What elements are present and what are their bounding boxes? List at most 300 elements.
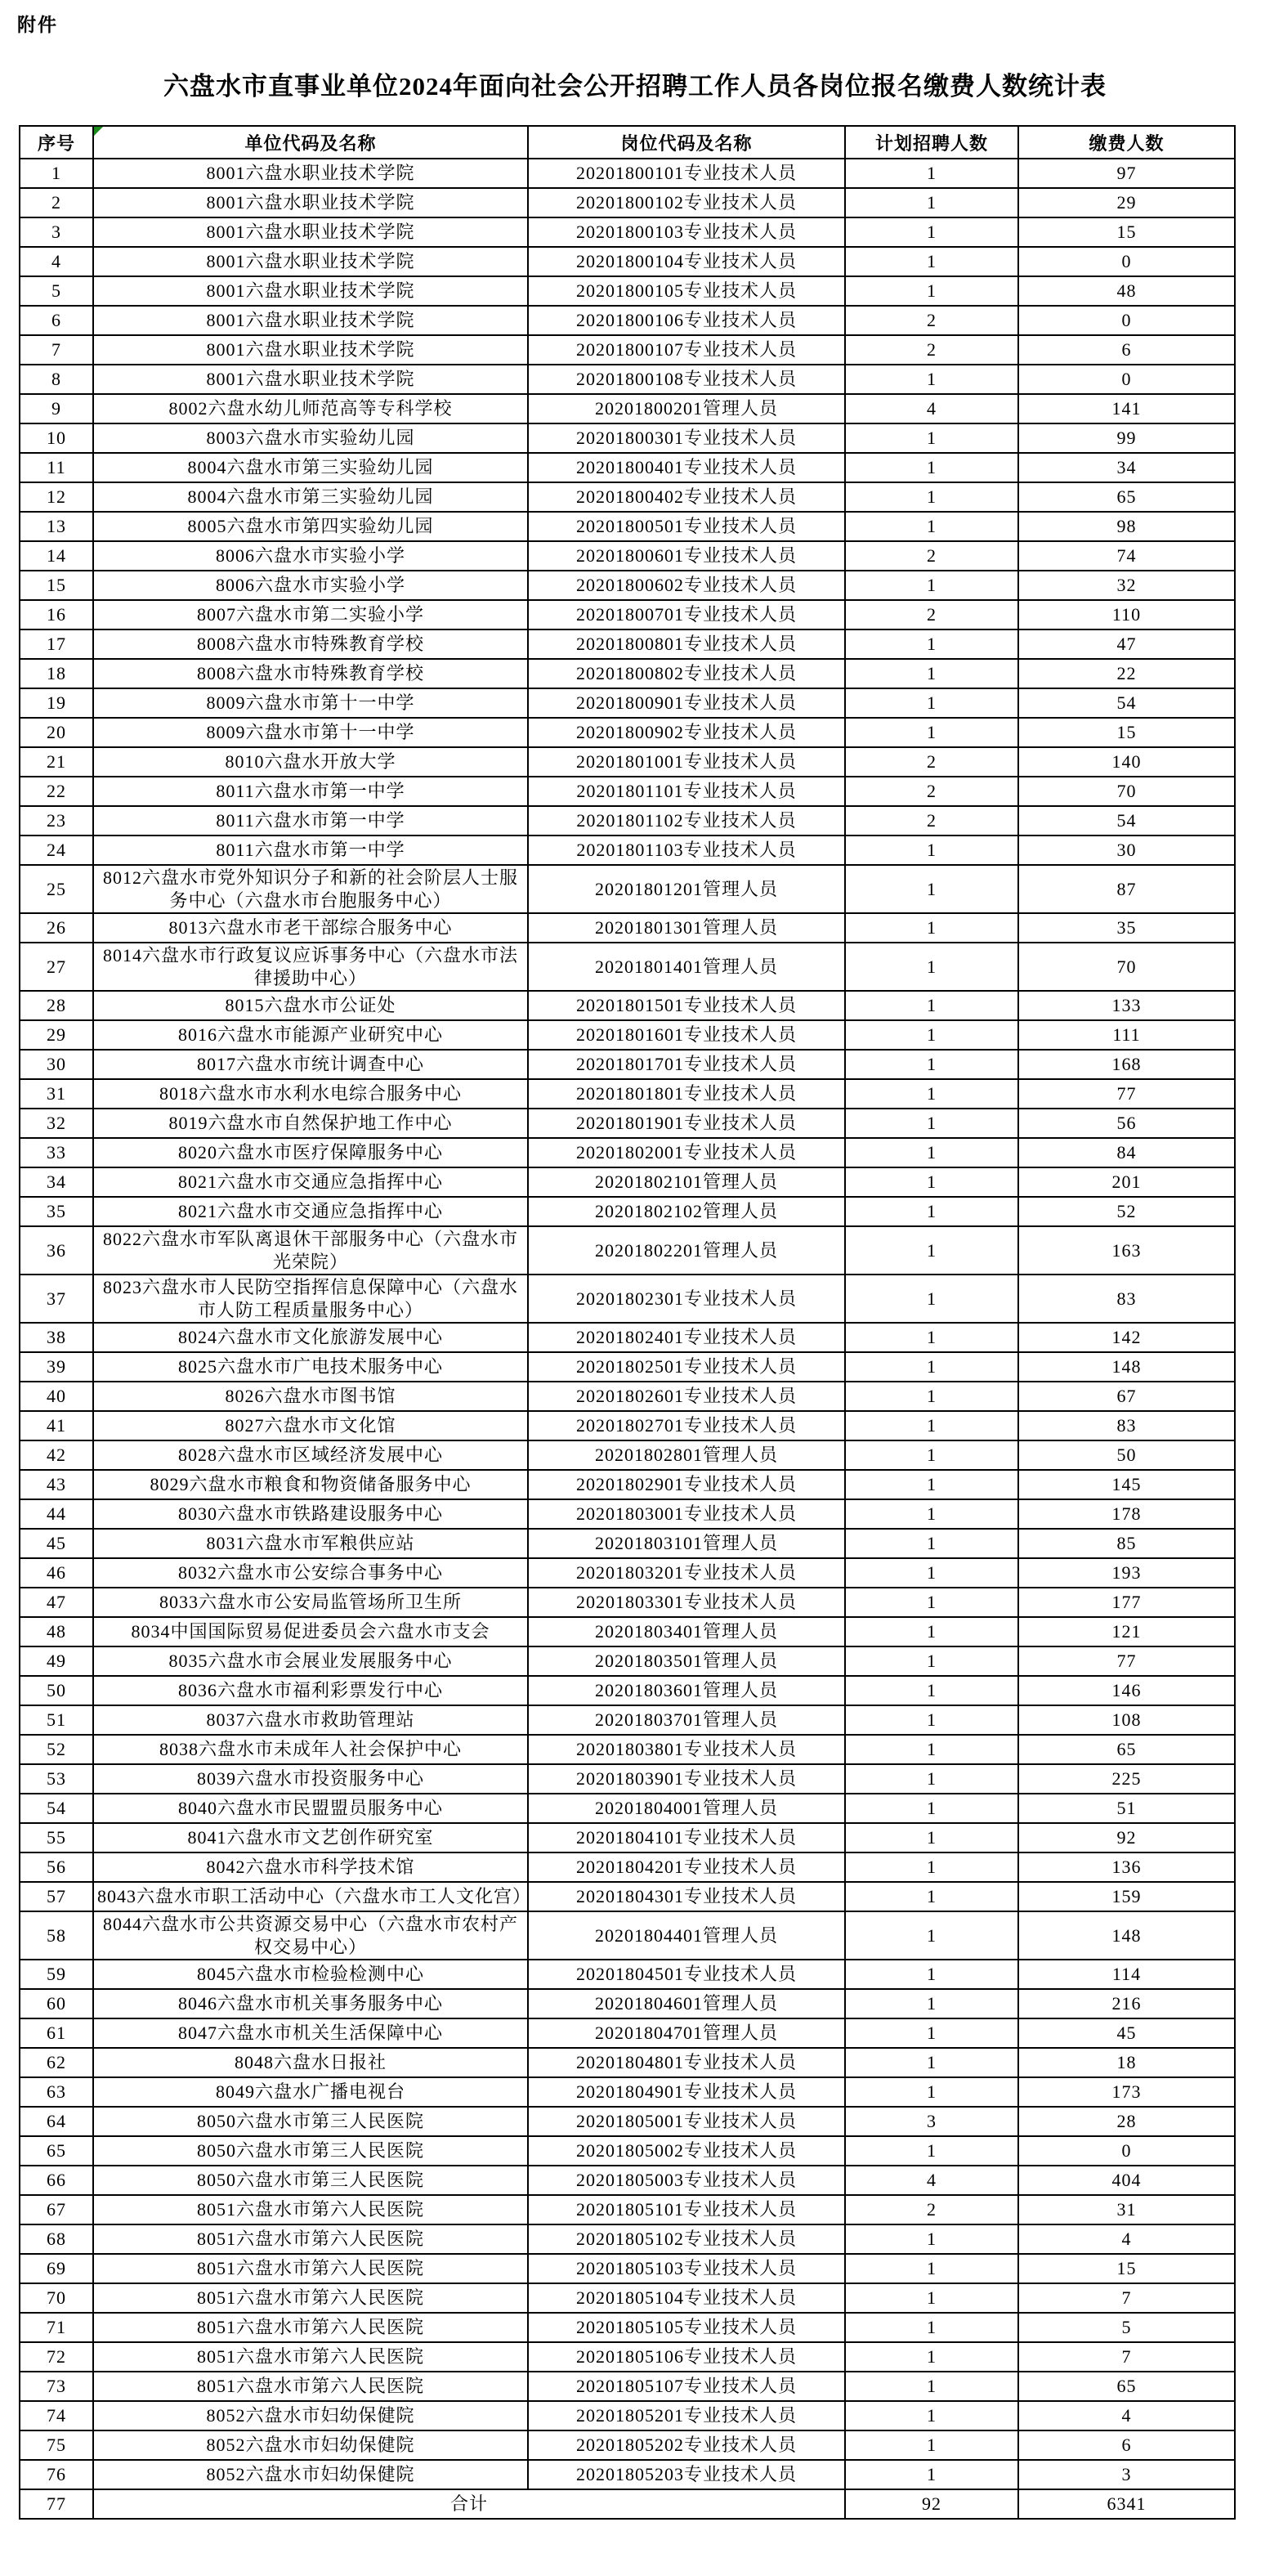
planned-count-cell: 1 bbox=[845, 2224, 1018, 2254]
excel-green-corner-marker-icon bbox=[94, 127, 103, 136]
planned-count-cell: 1 bbox=[845, 365, 1018, 394]
planned-count-cell: 1 bbox=[845, 1852, 1018, 1882]
table-row bbox=[20, 1440, 1235, 1470]
planned-count-cell: 1 bbox=[845, 1138, 1018, 1167]
planned-count-cell: 1 bbox=[845, 1050, 1018, 1079]
table-row bbox=[20, 1588, 1235, 1617]
row-no-cell: 6 bbox=[20, 306, 93, 335]
row-no-cell: 76 bbox=[20, 2460, 93, 2489]
table-row bbox=[20, 806, 1235, 836]
table-row bbox=[20, 1499, 1235, 1529]
table-row bbox=[20, 1989, 1235, 2018]
position-name-cell: 20201800501专业技术人员 bbox=[528, 512, 845, 541]
paid-count-cell: 6 bbox=[1018, 335, 1235, 365]
position-name-cell: 20201800103专业技术人员 bbox=[528, 217, 845, 247]
position-name-cell: 20201800701专业技术人员 bbox=[528, 600, 845, 629]
planned-count-cell: 2 bbox=[845, 335, 1018, 365]
table-row bbox=[20, 541, 1235, 571]
position-name-cell: 20201805103专业技术人员 bbox=[528, 2254, 845, 2283]
planned-count-cell: 1 bbox=[845, 1558, 1018, 1588]
position-name-cell: 20201805107专业技术人员 bbox=[528, 2372, 845, 2401]
table-row bbox=[20, 2224, 1235, 2254]
row-no-cell: 56 bbox=[20, 1852, 93, 1882]
unit-name-cell: 8013六盘水市老干部综合服务中心 bbox=[93, 913, 528, 943]
position-name-cell: 20201800107专业技术人员 bbox=[528, 335, 845, 365]
paid-count-cell: 141 bbox=[1018, 394, 1235, 423]
paid-count-cell: 225 bbox=[1018, 1764, 1235, 1794]
paid-count-cell: 77 bbox=[1018, 1079, 1235, 1109]
unit-name-cell: 8018六盘水市水利水电综合服务中心 bbox=[93, 1079, 528, 1109]
table-row bbox=[20, 2195, 1235, 2224]
paid-count-cell: 159 bbox=[1018, 1882, 1235, 1911]
position-name-cell: 20201805202专业技术人员 bbox=[528, 2430, 845, 2460]
table-row bbox=[20, 836, 1235, 865]
row-no-cell: 19 bbox=[20, 688, 93, 718]
table-row bbox=[20, 1226, 1235, 1275]
unit-name-cell: 8049六盘水广播电视台 bbox=[93, 2077, 528, 2107]
paid-count-cell: 193 bbox=[1018, 1558, 1235, 1588]
table-row bbox=[20, 2401, 1235, 2430]
row-no-cell: 63 bbox=[20, 2077, 93, 2107]
paid-count-cell: 35 bbox=[1018, 913, 1235, 943]
table-row bbox=[20, 1109, 1235, 1138]
table-row bbox=[20, 1794, 1235, 1823]
planned-count-cell: 92 bbox=[845, 2489, 1018, 2519]
unit-name-cell: 8033六盘水市公安局监管场所卫生所 bbox=[93, 1588, 528, 1617]
unit-name-cell: 8012六盘水市党外知识分子和新的社会阶层人士服务中心（六盘水市台胞服务中心） bbox=[93, 865, 528, 913]
position-name-cell: 20201802101管理人员 bbox=[528, 1167, 845, 1197]
unit-name-cell: 8046六盘水市机关事务服务中心 bbox=[93, 1989, 528, 2018]
planned-count-cell: 1 bbox=[845, 247, 1018, 276]
table-row bbox=[20, 1050, 1235, 1079]
position-name-cell: 20201805101专业技术人员 bbox=[528, 2195, 845, 2224]
paid-count-cell: 84 bbox=[1018, 1138, 1235, 1167]
table-row bbox=[20, 2077, 1235, 2107]
unit-name-cell: 8021六盘水市交通应急指挥中心 bbox=[93, 1167, 528, 1197]
position-name-cell: 20201802801管理人员 bbox=[528, 1440, 845, 1470]
table-row bbox=[20, 2048, 1235, 2077]
unit-name-cell: 8051六盘水市第六人民医院 bbox=[93, 2372, 528, 2401]
planned-count-cell: 1 bbox=[845, 1020, 1018, 1050]
table-row bbox=[20, 306, 1235, 335]
table-row bbox=[20, 571, 1235, 600]
planned-count-cell: 1 bbox=[845, 2401, 1018, 2430]
paid-count-cell: 177 bbox=[1018, 1588, 1235, 1617]
unit-name-cell: 8039六盘水市投资服务中心 bbox=[93, 1764, 528, 1794]
unit-name-cell: 8004六盘水市第三实验幼儿园 bbox=[93, 453, 528, 482]
table-body bbox=[20, 159, 1235, 2519]
row-no-cell: 57 bbox=[20, 1882, 93, 1911]
row-no-cell: 34 bbox=[20, 1167, 93, 1197]
position-name-cell: 20201801201管理人员 bbox=[528, 865, 845, 913]
planned-count-cell: 1 bbox=[845, 1735, 1018, 1764]
row-no-cell: 71 bbox=[20, 2313, 93, 2342]
row-no-cell: 45 bbox=[20, 1529, 93, 1558]
table-row bbox=[20, 1558, 1235, 1588]
row-no-cell: 65 bbox=[20, 2136, 93, 2166]
planned-count-cell: 1 bbox=[845, 188, 1018, 217]
paid-count-cell: 85 bbox=[1018, 1529, 1235, 1558]
paid-count-cell: 67 bbox=[1018, 1382, 1235, 1411]
paid-count-cell: 65 bbox=[1018, 2372, 1235, 2401]
paid-count-cell: 32 bbox=[1018, 571, 1235, 600]
planned-count-cell: 1 bbox=[845, 1588, 1018, 1617]
position-name-cell: 20201800801专业技术人员 bbox=[528, 629, 845, 659]
unit-name-cell: 8004六盘水市第三实验幼儿园 bbox=[93, 482, 528, 512]
table-row bbox=[20, 991, 1235, 1020]
paid-count-cell: 142 bbox=[1018, 1323, 1235, 1352]
planned-count-cell: 1 bbox=[845, 1470, 1018, 1499]
planned-count-cell: 1 bbox=[845, 423, 1018, 453]
planned-count-cell: 2 bbox=[845, 600, 1018, 629]
planned-count-cell: 1 bbox=[845, 2342, 1018, 2372]
position-name-cell: 20201803101管理人员 bbox=[528, 1529, 845, 1558]
position-name-cell: 20201803801专业技术人员 bbox=[528, 1735, 845, 1764]
unit-name-cell: 8011六盘水市第一中学 bbox=[93, 806, 528, 836]
row-no-cell: 1 bbox=[20, 159, 93, 188]
paid-count-cell: 201 bbox=[1018, 1167, 1235, 1197]
paid-count-cell: 216 bbox=[1018, 1989, 1235, 2018]
position-name-cell: 20201801801专业技术人员 bbox=[528, 1079, 845, 1109]
paid-count-cell: 121 bbox=[1018, 1617, 1235, 1646]
row-no-cell: 68 bbox=[20, 2224, 93, 2254]
unit-name-cell: 8041六盘水市文艺创作研究室 bbox=[93, 1823, 528, 1852]
row-no-cell: 12 bbox=[20, 482, 93, 512]
position-name-cell: 20201803501管理人员 bbox=[528, 1646, 845, 1676]
unit-name-cell: 8023六盘水市人民防空指挥信息保障中心（六盘水市人防工程质量服务中心） bbox=[93, 1275, 528, 1323]
paid-count-cell: 50 bbox=[1018, 1440, 1235, 1470]
table-row bbox=[20, 600, 1235, 629]
paid-count-cell: 173 bbox=[1018, 2077, 1235, 2107]
paid-count-cell: 140 bbox=[1018, 747, 1235, 777]
paid-count-cell: 70 bbox=[1018, 943, 1235, 991]
row-no-cell: 4 bbox=[20, 247, 93, 276]
row-no-cell: 40 bbox=[20, 1382, 93, 1411]
paid-count-cell: 70 bbox=[1018, 777, 1235, 806]
planned-count-cell: 1 bbox=[845, 1989, 1018, 2018]
position-name-cell: 20201804601管理人员 bbox=[528, 1989, 845, 2018]
paid-count-cell: 22 bbox=[1018, 659, 1235, 688]
row-no-cell: 42 bbox=[20, 1440, 93, 1470]
table-row bbox=[20, 159, 1235, 188]
paid-count-cell: 83 bbox=[1018, 1411, 1235, 1440]
unit-name-cell: 8001六盘水职业技术学院 bbox=[93, 188, 528, 217]
unit-name-cell: 8009六盘水市第十一中学 bbox=[93, 718, 528, 747]
table-row bbox=[20, 1764, 1235, 1794]
position-name-cell: 20201801101专业技术人员 bbox=[528, 777, 845, 806]
column-header-paid: 缴费人数 bbox=[1018, 126, 1235, 159]
paid-count-cell: 56 bbox=[1018, 1109, 1235, 1138]
table-row bbox=[20, 2342, 1235, 2372]
planned-count-cell: 1 bbox=[845, 1167, 1018, 1197]
unit-name-cell: 8048六盘水日报社 bbox=[93, 2048, 528, 2077]
position-name-cell: 20201805001专业技术人员 bbox=[528, 2107, 845, 2136]
position-name-cell: 20201800101专业技术人员 bbox=[528, 159, 845, 188]
planned-count-cell: 4 bbox=[845, 394, 1018, 423]
row-no-cell: 8 bbox=[20, 365, 93, 394]
unit-name-cell: 8032六盘水市公安综合事务中心 bbox=[93, 1558, 528, 1588]
paid-count-cell: 7 bbox=[1018, 2342, 1235, 2372]
paid-count-cell: 51 bbox=[1018, 1794, 1235, 1823]
unit-name-cell: 8044六盘水市公共资源交易中心（六盘水市农村产权交易中心） bbox=[93, 1911, 528, 1960]
planned-count-cell: 1 bbox=[845, 688, 1018, 718]
row-no-cell: 72 bbox=[20, 2342, 93, 2372]
row-no-cell: 23 bbox=[20, 806, 93, 836]
row-no-cell: 59 bbox=[20, 1960, 93, 1989]
row-no-cell: 2 bbox=[20, 188, 93, 217]
paid-count-cell: 6 bbox=[1018, 2430, 1235, 2460]
planned-count-cell: 2 bbox=[845, 806, 1018, 836]
position-name-cell: 20201802001专业技术人员 bbox=[528, 1138, 845, 1167]
row-no-cell: 50 bbox=[20, 1676, 93, 1705]
paid-count-cell: 136 bbox=[1018, 1852, 1235, 1882]
paid-count-cell: 4 bbox=[1018, 2224, 1235, 2254]
unit-name-cell: 8026六盘水市图书馆 bbox=[93, 1382, 528, 1411]
unit-name-cell: 8038六盘水市未成年人社会保护中心 bbox=[93, 1735, 528, 1764]
row-no-cell: 41 bbox=[20, 1411, 93, 1440]
paid-count-cell: 30 bbox=[1018, 836, 1235, 865]
table-row bbox=[20, 718, 1235, 747]
paid-count-cell: 7 bbox=[1018, 2283, 1235, 2313]
paid-count-cell: 98 bbox=[1018, 512, 1235, 541]
position-name-cell: 20201804201专业技术人员 bbox=[528, 1852, 845, 1882]
row-no-cell: 77 bbox=[20, 2489, 93, 2519]
position-name-cell: 20201805003专业技术人员 bbox=[528, 2166, 845, 2195]
paid-count-cell: 108 bbox=[1018, 1705, 1235, 1735]
table-row bbox=[20, 1646, 1235, 1676]
planned-count-cell: 1 bbox=[845, 1275, 1018, 1323]
paid-count-cell: 92 bbox=[1018, 1823, 1235, 1852]
table-row bbox=[20, 1470, 1235, 1499]
unit-name-cell: 8052六盘水市妇幼保健院 bbox=[93, 2401, 528, 2430]
position-name-cell: 20201805002专业技术人员 bbox=[528, 2136, 845, 2166]
paid-count-cell: 0 bbox=[1018, 306, 1235, 335]
unit-name-cell: 8051六盘水市第六人民医院 bbox=[93, 2254, 528, 2283]
unit-name-cell: 8037六盘水市救助管理站 bbox=[93, 1705, 528, 1735]
position-name-cell: 20201803301专业技术人员 bbox=[528, 1588, 845, 1617]
paid-count-cell: 5 bbox=[1018, 2313, 1235, 2342]
position-name-cell: 20201802601专业技术人员 bbox=[528, 1382, 845, 1411]
position-name-cell: 20201804901专业技术人员 bbox=[528, 2077, 845, 2107]
paid-count-cell: 29 bbox=[1018, 188, 1235, 217]
table-row bbox=[20, 2254, 1235, 2283]
planned-count-cell: 1 bbox=[845, 2372, 1018, 2401]
row-no-cell: 25 bbox=[20, 865, 93, 913]
unit-name-cell: 8040六盘水市民盟盟员服务中心 bbox=[93, 1794, 528, 1823]
planned-count-cell: 1 bbox=[845, 1226, 1018, 1275]
planned-count-cell: 2 bbox=[845, 306, 1018, 335]
table-row bbox=[20, 276, 1235, 306]
planned-count-cell: 1 bbox=[845, 659, 1018, 688]
table-row bbox=[20, 1911, 1235, 1960]
planned-count-cell: 2 bbox=[845, 2195, 1018, 2224]
position-name-cell: 20201802701专业技术人员 bbox=[528, 1411, 845, 1440]
planned-count-cell: 1 bbox=[845, 159, 1018, 188]
unit-name-cell: 8051六盘水市第六人民医院 bbox=[93, 2195, 528, 2224]
row-no-cell: 18 bbox=[20, 659, 93, 688]
position-name-cell: 20201801701专业技术人员 bbox=[528, 1050, 845, 1079]
row-no-cell: 29 bbox=[20, 1020, 93, 1050]
planned-count-cell: 1 bbox=[845, 1352, 1018, 1382]
paid-count-cell: 4 bbox=[1018, 2401, 1235, 2430]
planned-count-cell: 1 bbox=[845, 1764, 1018, 1794]
position-name-cell: 20201803201专业技术人员 bbox=[528, 1558, 845, 1588]
paid-count-cell: 74 bbox=[1018, 541, 1235, 571]
paid-count-cell: 34 bbox=[1018, 453, 1235, 482]
paid-count-cell: 168 bbox=[1018, 1050, 1235, 1079]
row-no-cell: 55 bbox=[20, 1823, 93, 1852]
planned-count-cell: 1 bbox=[845, 2254, 1018, 2283]
paid-count-cell: 0 bbox=[1018, 365, 1235, 394]
row-no-cell: 17 bbox=[20, 629, 93, 659]
table-row bbox=[20, 629, 1235, 659]
position-name-cell: 20201801901专业技术人员 bbox=[528, 1109, 845, 1138]
unit-name-cell: 8043六盘水市职工活动中心（六盘水市工人文化宫） bbox=[93, 1882, 528, 1911]
planned-count-cell: 1 bbox=[845, 1079, 1018, 1109]
paid-count-cell: 28 bbox=[1018, 2107, 1235, 2136]
unit-name-cell: 8008六盘水市特殊教育学校 bbox=[93, 659, 528, 688]
paid-count-cell: 18 bbox=[1018, 2048, 1235, 2077]
position-name-cell: 20201804801专业技术人员 bbox=[528, 2048, 845, 2077]
planned-count-cell: 1 bbox=[845, 1705, 1018, 1735]
table-row bbox=[20, 1705, 1235, 1735]
position-name-cell: 20201800104专业技术人员 bbox=[528, 247, 845, 276]
row-no-cell: 32 bbox=[20, 1109, 93, 1138]
row-no-cell: 64 bbox=[20, 2107, 93, 2136]
position-name-cell: 20201801501专业技术人员 bbox=[528, 991, 845, 1020]
unit-name-cell: 8045六盘水市检验检测中心 bbox=[93, 1960, 528, 1989]
row-no-cell: 61 bbox=[20, 2018, 93, 2048]
table-row bbox=[20, 2283, 1235, 2313]
table-row bbox=[20, 1323, 1235, 1352]
planned-count-cell: 1 bbox=[845, 718, 1018, 747]
unit-name-cell: 8027六盘水市文化馆 bbox=[93, 1411, 528, 1440]
table-row bbox=[20, 1960, 1235, 1989]
planned-count-cell: 1 bbox=[845, 1676, 1018, 1705]
table-row bbox=[20, 2372, 1235, 2401]
paid-count-cell: 54 bbox=[1018, 806, 1235, 836]
unit-name-cell: 8001六盘水职业技术学院 bbox=[93, 159, 528, 188]
row-no-cell: 48 bbox=[20, 1617, 93, 1646]
planned-count-cell: 1 bbox=[845, 1411, 1018, 1440]
position-name-cell: 20201805104专业技术人员 bbox=[528, 2283, 845, 2313]
row-no-cell: 69 bbox=[20, 2254, 93, 2283]
paid-count-cell: 87 bbox=[1018, 865, 1235, 913]
position-name-cell: 20201800401专业技术人员 bbox=[528, 453, 845, 482]
position-name-cell: 20201801301管理人员 bbox=[528, 913, 845, 943]
unit-name-cell: 8006六盘水市实验小学 bbox=[93, 541, 528, 571]
position-name-cell: 20201802201管理人员 bbox=[528, 1226, 845, 1275]
unit-name-cell: 8036六盘水市福利彩票发行中心 bbox=[93, 1676, 528, 1705]
paid-count-cell: 148 bbox=[1018, 1352, 1235, 1382]
row-no-cell: 20 bbox=[20, 718, 93, 747]
paid-count-cell: 48 bbox=[1018, 276, 1235, 306]
table-row bbox=[20, 2018, 1235, 2048]
position-name-cell: 20201800301专业技术人员 bbox=[528, 423, 845, 453]
position-name-cell: 20201801001专业技术人员 bbox=[528, 747, 845, 777]
row-no-cell: 28 bbox=[20, 991, 93, 1020]
table-row bbox=[20, 688, 1235, 718]
planned-count-cell: 1 bbox=[845, 1529, 1018, 1558]
paid-count-cell: 65 bbox=[1018, 1735, 1235, 1764]
table-row bbox=[20, 1676, 1235, 1705]
unit-name-cell: 8001六盘水职业技术学院 bbox=[93, 335, 528, 365]
row-no-cell: 60 bbox=[20, 1989, 93, 2018]
table-row bbox=[20, 1382, 1235, 1411]
planned-count-cell: 3 bbox=[845, 2107, 1018, 2136]
unit-name-cell: 8011六盘水市第一中学 bbox=[93, 777, 528, 806]
paid-count-cell: 52 bbox=[1018, 1197, 1235, 1226]
row-no-cell: 7 bbox=[20, 335, 93, 365]
unit-name-cell: 8006六盘水市实验小学 bbox=[93, 571, 528, 600]
paid-count-cell: 47 bbox=[1018, 629, 1235, 659]
planned-count-cell: 1 bbox=[845, 1794, 1018, 1823]
planned-count-cell: 1 bbox=[845, 2460, 1018, 2489]
planned-count-cell: 1 bbox=[845, 943, 1018, 991]
row-no-cell: 37 bbox=[20, 1275, 93, 1323]
page-title: 六盘水市直事业单位2024年面向社会公开招聘工作人员各岗位报名缴费人数统计表 bbox=[163, 72, 1107, 101]
planned-count-cell: 1 bbox=[845, 1109, 1018, 1138]
position-name-cell: 20201802501专业技术人员 bbox=[528, 1352, 845, 1382]
table-row bbox=[20, 1079, 1235, 1109]
unit-name-cell: 8047六盘水市机关生活保障中心 bbox=[93, 2018, 528, 2048]
table-row bbox=[20, 1352, 1235, 1382]
planned-count-cell: 2 bbox=[845, 747, 1018, 777]
table-row bbox=[20, 394, 1235, 423]
unit-name-cell: 8011六盘水市第一中学 bbox=[93, 836, 528, 865]
position-name-cell: 20201802301专业技术人员 bbox=[528, 1275, 845, 1323]
position-name-cell: 20201800105专业技术人员 bbox=[528, 276, 845, 306]
planned-count-cell: 1 bbox=[845, 1911, 1018, 1960]
unit-name-cell: 8042六盘水市科学技术馆 bbox=[93, 1852, 528, 1882]
paid-count-cell: 65 bbox=[1018, 482, 1235, 512]
planned-count-cell: 1 bbox=[845, 2077, 1018, 2107]
unit-name-cell: 8029六盘水市粮食和物资储备服务中心 bbox=[93, 1470, 528, 1499]
table-row bbox=[20, 512, 1235, 541]
position-name-cell: 20201800902专业技术人员 bbox=[528, 718, 845, 747]
planned-count-cell: 1 bbox=[845, 991, 1018, 1020]
table-row bbox=[20, 2460, 1235, 2489]
row-no-cell: 38 bbox=[20, 1323, 93, 1352]
row-no-cell: 24 bbox=[20, 836, 93, 865]
recruitment-stats-table bbox=[19, 125, 1236, 2520]
table-row bbox=[20, 423, 1235, 453]
position-name-cell: 20201800106专业技术人员 bbox=[528, 306, 845, 335]
row-no-cell: 47 bbox=[20, 1588, 93, 1617]
planned-count-cell: 1 bbox=[845, 571, 1018, 600]
row-no-cell: 58 bbox=[20, 1911, 93, 1960]
table-row bbox=[20, 1020, 1235, 1050]
paid-count-cell: 31 bbox=[1018, 2195, 1235, 2224]
position-name-cell: 20201803901专业技术人员 bbox=[528, 1764, 845, 1794]
planned-count-cell: 1 bbox=[845, 2430, 1018, 2460]
table-row bbox=[20, 1275, 1235, 1323]
column-header-position: 岗位代码及名称 bbox=[528, 126, 845, 159]
position-name-cell: 20201802401专业技术人员 bbox=[528, 1323, 845, 1352]
row-no-cell: 15 bbox=[20, 571, 93, 600]
planned-count-cell: 1 bbox=[845, 2283, 1018, 2313]
unit-name-cell: 8050六盘水市第三人民医院 bbox=[93, 2136, 528, 2166]
paid-count-cell: 0 bbox=[1018, 2136, 1235, 2166]
position-name-cell: 20201800901专业技术人员 bbox=[528, 688, 845, 718]
table-row bbox=[20, 747, 1235, 777]
planned-count-cell: 1 bbox=[845, 1197, 1018, 1226]
paid-count-cell: 146 bbox=[1018, 1676, 1235, 1705]
row-no-cell: 27 bbox=[20, 943, 93, 991]
position-name-cell: 20201804701管理人员 bbox=[528, 2018, 845, 2048]
position-name-cell: 20201801103专业技术人员 bbox=[528, 836, 845, 865]
total-label-cell: 合计 bbox=[93, 2489, 845, 2519]
